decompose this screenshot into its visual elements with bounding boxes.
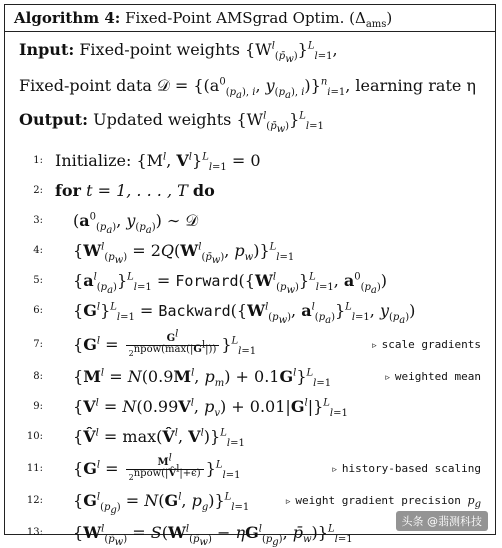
- line-number: 13:: [26, 527, 43, 538]
- line-number: 11:: [26, 463, 43, 474]
- algorithm-name: Fixed-Point AMSgrad Optim. (Δ: [125, 9, 366, 27]
- output-line: Output: Updated weights $\{W^l_{(p̄_w)}\}^L_{l=1}$: [19, 110, 324, 136]
- line-number: 1:: [33, 155, 43, 166]
- input-line-1: Input: Fixed-point weights $\{W^l_{(p̄_w)}\}^L_{l=1}$,: [19, 40, 338, 66]
- comment-triangle-icon: ▹: [372, 341, 377, 351]
- input-line-2: Fixed-point data 𝒟 = {($a^0_{(p_a), i}$, $y_{(p_a), i})\}^n_{i=1}$, learning rate η: [19, 76, 477, 102]
- line-number: 10:: [26, 431, 43, 442]
- output-label: Output:: [19, 110, 89, 129]
- algorithm-title: Algorithm 4: Fixed-Point AMSgrad Optim. $(\Delta_{ams})$: [5, 5, 495, 32]
- line-number: 3:: [33, 215, 43, 226]
- algorithm-box: [4, 4, 496, 548]
- step-12: 12: {$G^l_{(p_g)} = N(G^l$, $p_g)\}^L_{l=1}$ ▹ weight gradient precision $p_g$: [5, 485, 495, 516]
- comment-triangle-icon: ▹: [332, 465, 337, 475]
- line-number: 9:: [33, 401, 43, 412]
- comment: ▹ scale gradients: [372, 338, 481, 351]
- step-8: 8: {$M^l = N(0.9M^l$, $p_m) + 0.1G^l\}^L_{l=1}$ ▹ weighted mean: [5, 361, 495, 392]
- watermark: 头条 @翡测科技: [396, 511, 489, 531]
- step-6: 6: $\{G^l\}^L_{l=1}$ = $Backward(\{W^l_{(p_w)}$, $a^l_{(p_a)}\}^L_{l=1}$, $y_{(p_a)}$): [5, 295, 495, 326]
- line-number: 12:: [26, 495, 43, 506]
- algorithm-subscript: ams: [365, 19, 387, 30]
- step-4: 4: {$W^l_{(p_w)} = 2Q(W^l_{(p̄_w)}$, $p_w)\}^L_{l=1}$: [5, 235, 495, 266]
- line-number: 7:: [33, 339, 43, 350]
- step-3: 3: ($a^0_{(p_a)}$, $y_{(p_a)}$) ∼ 𝒟: [5, 205, 495, 236]
- keyword-for: for: [55, 181, 81, 200]
- step-9: 9: {$V^l = N(0.99V^l$, $p_v) + 0.01|G^l|\}^L_{l=1}$: [5, 391, 495, 422]
- backward-function: Backward: [158, 302, 231, 320]
- line-number: 4:: [33, 245, 43, 256]
- line-number: 5:: [33, 275, 43, 286]
- line-number: 8:: [33, 371, 43, 382]
- comment: ▹ weight gradient precision $p_g$: [285, 494, 481, 511]
- comment: ▹ history-based scaling: [332, 462, 481, 475]
- line-number: 6:: [33, 305, 43, 316]
- step-13: 13: {$W^l_{(p̄_w)} = S(W^l_{(p̄_w)} - \eta G^l_{(p_g)}$, $p̄_w)\}^L_{l=1}$: [5, 517, 495, 548]
- comment-triangle-icon: ▹: [285, 497, 291, 507]
- step-1: 1: Initialize: {$M^l$, $V^l\}^L_{l=1} = 0$: [5, 145, 495, 176]
- forward-function: Forward: [175, 272, 239, 290]
- input-label: Input:: [19, 40, 75, 59]
- step-10: 10: {V̂$^l$ = max(V̂$^l$, $V^l)\}^L_{l=1}$: [5, 421, 495, 452]
- keyword-do: do: [192, 181, 215, 200]
- comment-triangle-icon: ▹: [385, 373, 390, 383]
- line-number: 2:: [33, 185, 43, 196]
- step-2: 2: for t = 1, . . . , T do: [5, 175, 495, 206]
- step-5: 5: $\{a^l_{(p_a)}\}^L_{l=1}$ = $Forward(\{W^l_{(p_w)}\}^L_{l=1}$, $a^0_{(p_a)}$): [5, 265, 495, 296]
- algorithm-label: Algorithm 4:: [14, 9, 121, 27]
- step-11: 11: {$G^l$ = $\frac{M^l}{2^{npow(|V̂^l|+\epsilon)}}$ }$^L_{l=1}$ ▹ history-based scaling: [5, 453, 495, 484]
- step-7: 7: {$G^l$ = $\frac{G^l}{2^{npow(max(|G^l|))}}$ }$^L_{l=1}$ ▹ scale gradients: [5, 329, 495, 360]
- comment: ▹ weighted mean: [385, 370, 481, 383]
